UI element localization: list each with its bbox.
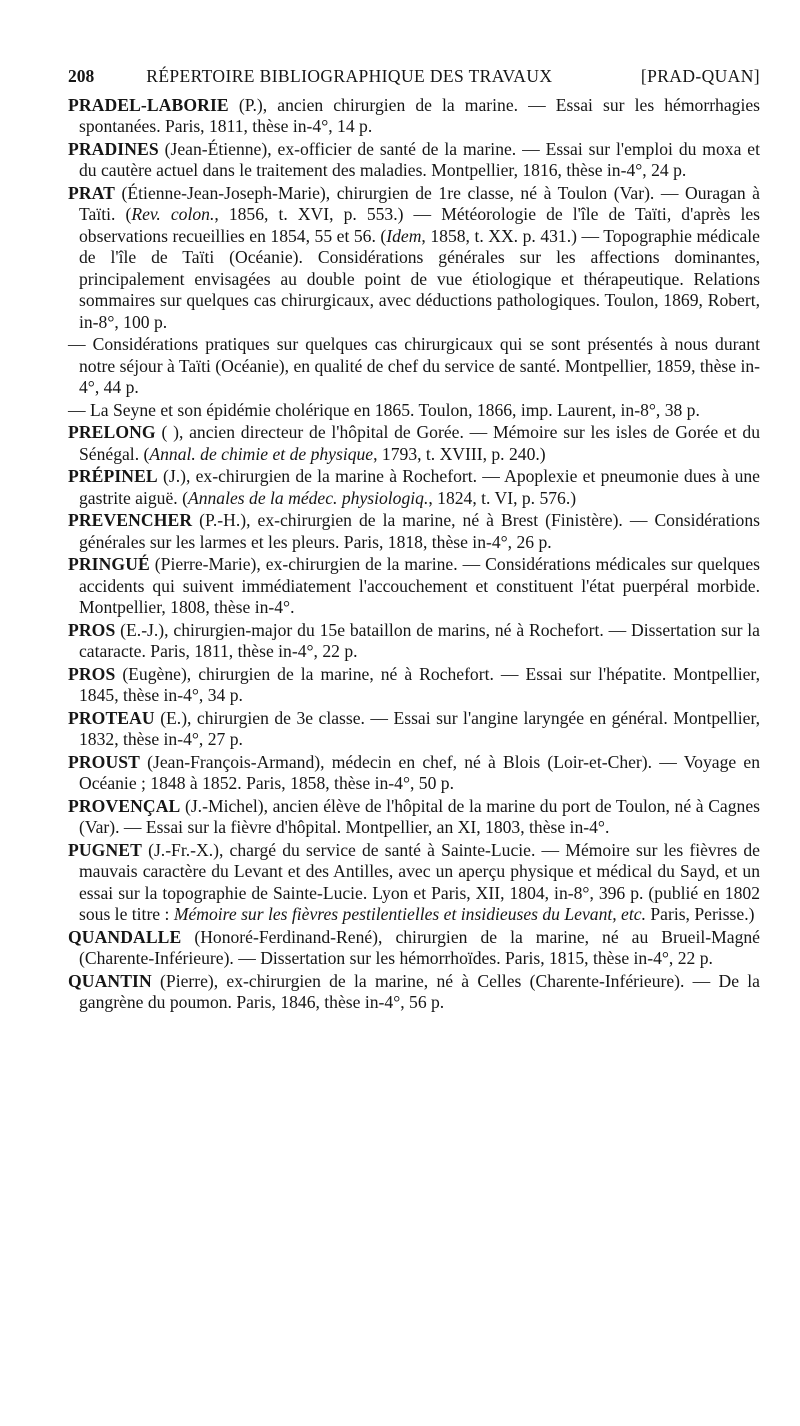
journal-title: Annal. de chimie et de physique: [149, 443, 374, 464]
author-name: PROVENÇAL: [68, 795, 181, 816]
bibliography-entry: [68, 796, 760, 839]
entry-text: — La Seyne et son épidémie cholérique en 1865. Toulon, 1866, imp. Laurent, in-8°, 38 p.: [68, 399, 700, 420]
bibliography-entry: [68, 466, 760, 509]
author-name: PROUST: [68, 751, 140, 772]
author-name: QUANDALLE: [68, 926, 182, 947]
entry-text: (J.-Fr.-X.), chargé du service de santé à Sainte-Lucie. — Mémoire sur les fièvres de mauvais caractère du Levant et des Antilles, avec un aperçu physique et médical du Sayd, et un essai sur la topographie de Sainte-Lucie. Lyon et Paris, XII, 1804, in-8°, 396 p. (publié en 1802 sous le titre :: [79, 839, 760, 924]
bibliography-entry: [68, 708, 760, 751]
author-name: PUGNET: [68, 839, 142, 860]
author-name: PRAT: [68, 182, 115, 203]
entry-text: , 1858, t. XX. p. 431.) — Topographie médicale de l'île de Taïti (Océanie). Considérations générales sur les affections dominantes, principalement envisagées au double point de vue étiologique et thérapeutique. Relations sommaires sur quelques cas chirurgicaux, avec déductions pathologiques. Toulon, 1869, Robert, in-8°, 100 p.: [79, 225, 760, 332]
bibliography-entry: [68, 95, 760, 138]
bibliography-entry: [68, 664, 760, 707]
entry-text: (Jean-François-Armand), médecin en chef, né à Blois (Loir-et-Cher). — Voyage en Océanie ; 1848 à 1852. Paris, 1858, thèse in-4°, 50 p.: [79, 751, 760, 793]
bibliography-entry: [68, 620, 760, 663]
entry-text: (Pierre-Marie), ex-chirurgien de la marine. — Considérations médicales sur quelques accidents qui suivent immédiatement l'accouchement et constituent l'état puerpéral morbide. Montpellier, 1808, thèse in-4°.: [79, 554, 760, 617]
bibliography-entry: [68, 139, 760, 182]
author-name: PRADEL-LABORIE: [68, 94, 229, 115]
bibliography-entry: [68, 510, 760, 553]
entry-range: [PRAD-QUAN]: [640, 66, 760, 86]
entry-text: , 1856, t. XVI, p. 553.) — Météorologie de l'île de Taïti, d'après les observations recueillies en 1854, 55 et 56. (: [79, 204, 760, 246]
book-title: Mémoire sur les fièvres pestilentielles et insidieuses du Levant, etc.: [173, 904, 646, 924]
bibliography-entry: [68, 183, 760, 334]
entry-text: ( ), ancien directeur de l'hôpital de Gorée. — Mémoire sur les isles de Gorée et du Sénégal. (: [79, 422, 760, 464]
entry-text: (Honoré-Ferdinand-René), chirurgien de la marine, né au Brueil-Magné (Charente-Inférieure). — Dissertation sur les hémorrhoïdes. Paris, 1815, thèse in-4°, 22 p.: [79, 926, 760, 968]
author-name: PROS: [68, 619, 116, 640]
journal-title: Annales de la médec. physiologiq.: [187, 487, 429, 508]
bibliography-entry: [68, 422, 760, 465]
bibliography-entry: [68, 752, 760, 795]
entry-text: (E.-J.), chirurgien-major du 15e bataillon de marins, né à Rochefort. — Dissertation sur la cataracte. Paris, 1811, thèse in-4°, 22 p.: [79, 619, 760, 661]
entry-text: (Jean-Étienne), ex-officier de santé de la marine. — Essai sur l'emploi du moxa et du cautère actuel dans le traitement des maladies. Montpellier, 1816, thèse in-4°, 24 p.: [79, 138, 760, 180]
journal-title: Rev. colon.: [131, 204, 215, 224]
running-title: RÉPERTOIRE BIBLIOGRAPHIQUE DES TRAVAUX: [146, 66, 553, 86]
bibliography-entry: [68, 840, 760, 926]
entry-text: (Pierre), ex-chirurgien de la marine, né à Celles (Charente-Inférieure). — De la gangrène du poumon. Paris, 1846, thèse in-4°, 56 p.: [79, 970, 760, 1012]
entry-text: (J.-Michel), ancien élève de l'hôpital de la marine du port de Toulon, né à Cagnes (Var). — Essai sur la fièvre d'hôpital. Montpellier, an XI, 1803, thèse in-4°.: [79, 795, 760, 837]
bibliography-entry: [68, 971, 760, 1014]
entry-text: — Considérations pratiques sur quelques cas chirurgicaux qui se sont présentés à nous durant notre séjour à Taïti (Océanie), en qualité de chef du service de santé. Montpellier, 1859, thèse in-4°, 44 p.: [68, 334, 760, 397]
bibliography-entry: [68, 927, 760, 970]
author-name: PRADINES: [68, 138, 159, 159]
entry-text: Paris, Perisse.): [645, 904, 755, 924]
entry-text: (P.-H.), ex-chirurgien de la marine, né à Brest (Finistère). — Considérations générales sur les larmes et les pleurs. Paris, 1818, thèse in-4°, 26 p.: [79, 510, 760, 552]
author-name: PROTEAU: [68, 707, 155, 728]
author-name: PRINGUÉ: [68, 554, 150, 574]
entry-text: , 1793, t. XVIII, p. 240.): [373, 443, 546, 464]
bibliography-entry: [68, 400, 760, 422]
page-number: 208: [68, 66, 95, 86]
entry-text: , 1824, t. VI, p. 576.): [428, 487, 577, 508]
author-name: QUANTIN: [68, 970, 152, 991]
entry-text: (Étienne-Jean-Joseph-Marie), chirurgien de 1re classe, né à Toulon (Var). — Ouragan à Taïti. (: [79, 182, 760, 224]
author-name: PROS: [68, 663, 116, 684]
author-name: PRÉPINEL: [68, 466, 158, 486]
page-header: [68, 66, 760, 88]
entry-text: (J.), ex-chirurgien de la marine à Rochefort. — Apoplexie et pneumonie dues à une gastrite aiguë. (: [79, 466, 760, 508]
journal-title: Idem: [386, 225, 422, 246]
author-name: PRELONG: [68, 422, 156, 442]
bibliography-entry: [68, 334, 760, 399]
entry-text: (E.), chirurgien de 3e classe. — Essai sur l'angine laryngée en général. Montpellier, 1832, thèse in-4°, 27 p.: [79, 707, 760, 749]
entry-text: (Eugène), chirurgien de la marine, né à Rochefort. — Essai sur l'hépatite. Montpellier, 1845, thèse in-4°, 34 p.: [79, 663, 760, 705]
author-name: PREVENCHER: [68, 510, 193, 530]
bibliography-entry: [68, 554, 760, 619]
entry-text: (P.), ancien chirurgien de la marine. — Essai sur les hémorrhagies spontanées. Paris, 1811, thèse in-4°, 14 p.: [79, 94, 760, 136]
